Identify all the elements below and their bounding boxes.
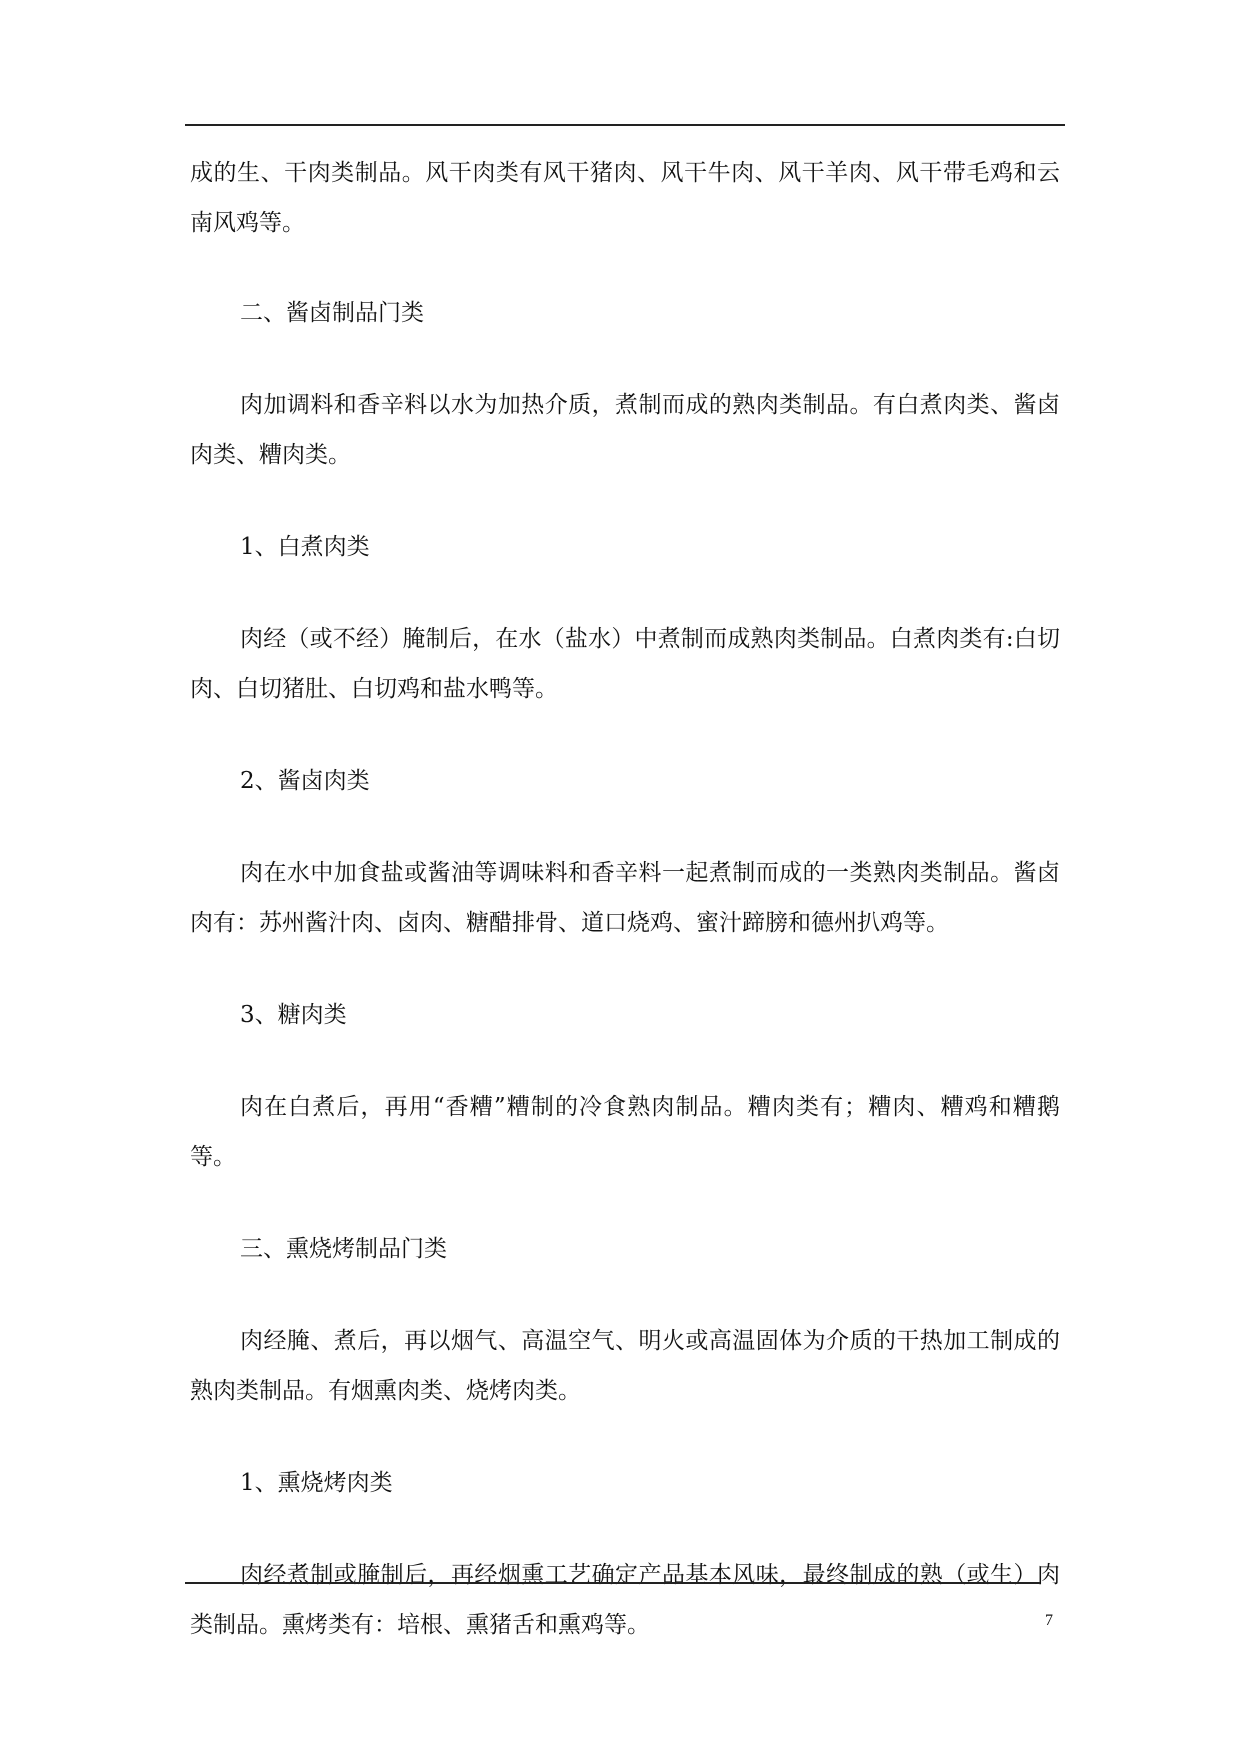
footer-rule [185,1582,1040,1584]
subsection-heading: 3、糖肉类 [240,1002,347,1028]
paragraph: 肉经煮制或腌制后，再经烟熏工艺确定产品基本风味，最终制成的熟（或生）肉类制品。熏烤类有：培根、熏猪舌和熏鸡等。 [190,1562,1060,1638]
subsection-heading: 1、熏烧烤肉类 [240,1470,393,1496]
subsection-heading: 2、酱卤肉类 [240,768,370,794]
paragraph: 肉在水中加食盐或酱油等调味料和香辛料一起煮制而成的一类熟肉类制品。酱卤肉有：苏州酱汁肉、卤肉、糖醋排骨、道口烧鸡、蜜汁蹄膀和德州扒鸡等。 [190,860,1060,936]
paragraph: 肉加调料和香辛料以水为加热介质，煮制而成的熟肉类制品。有白煮肉类、酱卤肉类、糟肉类。 [190,392,1060,468]
page-number: 7 [1045,1612,1053,1629]
paragraph: 肉经（或不经）腌制后，在水（盐水）中煮制而成熟肉类制品。白煮肉类有:白切肉、白切猪肚、白切鸡和盐水鸭等。 [190,626,1060,702]
paragraph-continued: 成的生、干肉类制品。风干肉类有风干猪肉、风干牛肉、风干羊肉、风干带毛鸡和云南风鸡等。 [190,160,1060,236]
section-heading-2: 二、酱卤制品门类 [240,300,424,326]
paragraph: 肉经腌、煮后，再以烟气、高温空气、明火或高温固体为介质的干热加工制成的熟肉类制品。有烟熏肉类、烧烤肉类。 [190,1328,1060,1404]
document-body [190,148,1060,1650]
paragraph: 肉在白煮后，再用“香糟”糟制的冷食熟肉制品。糟肉类有；糟肉、糟鸡和糟鹅等。 [190,1094,1060,1170]
section-heading-3: 三、熏烧烤制品门类 [240,1236,447,1262]
header-rule [185,124,1065,126]
subsection-heading: 1、白煮肉类 [240,534,370,560]
